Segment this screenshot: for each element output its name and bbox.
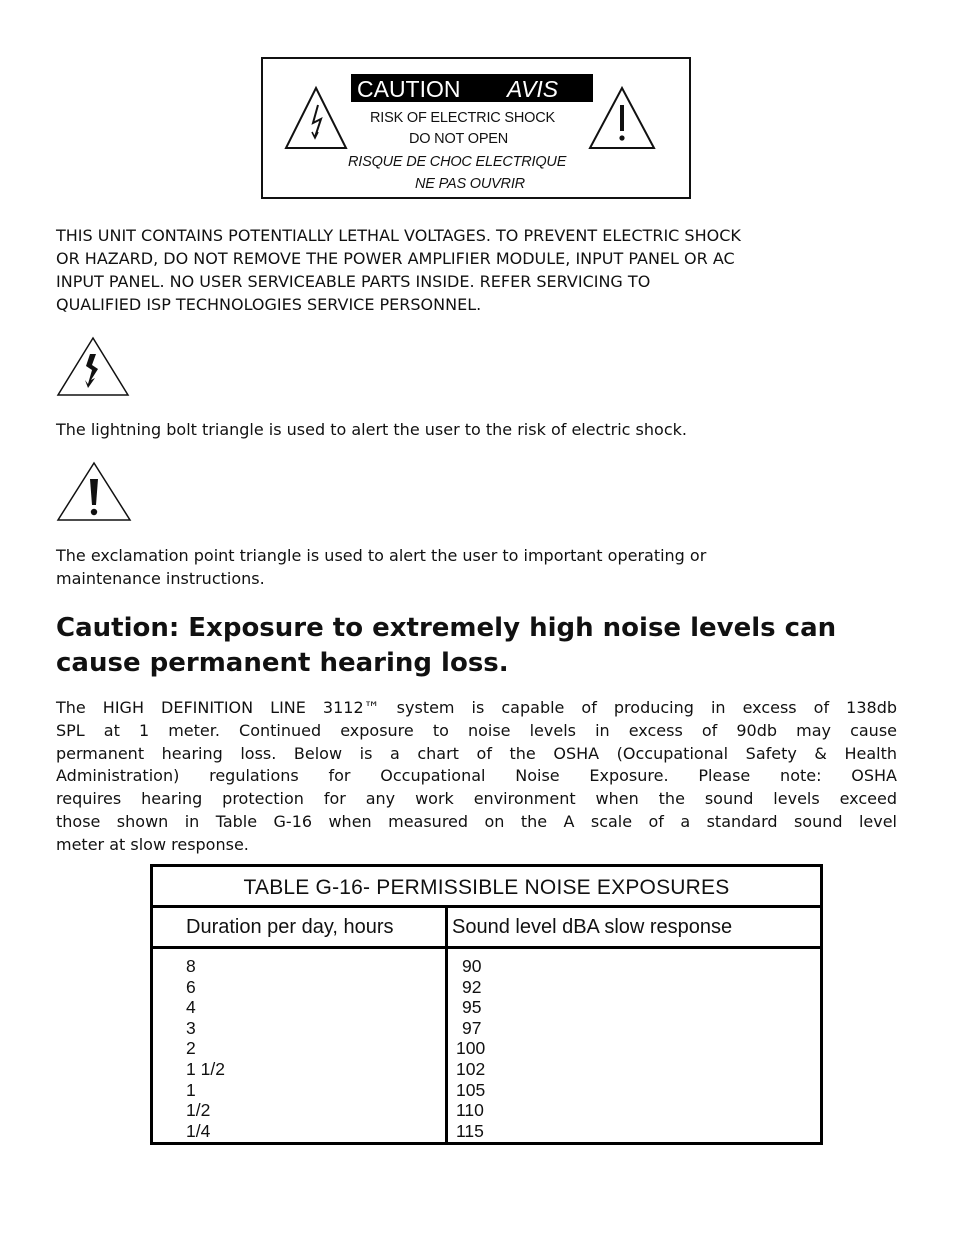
table-header-row [153,908,820,949]
exclamation-line: maintenance instructions. [56,569,265,588]
level-cell: 102 [456,1059,486,1079]
body-paragraph [56,697,897,857]
hearing-loss-heading [56,611,897,681]
level-cell: 100 [456,1038,486,1059]
level-cell: 115 [456,1120,484,1141]
exclamation-triangle-icon [55,461,133,523]
body-line: meter at slow response. [56,834,249,854]
column-header-sound-level: Sound level dBA slow response [452,916,733,938]
caution-line-risque: RISQUE DE CHOC ELECTRIQUE [348,154,567,170]
caution-line-do-not-open: DO NOT OPEN [409,131,509,147]
level-cell: 92 [462,976,482,997]
heading-line: Caution: Exposure to extremely high noise levels can [56,613,837,643]
table-title: TABLE G-16- PERMISSIBLE NOISE EXPOSURES [153,867,820,908]
warning-line: QUALIFIED ISP TECHNOLOGIES SERVICE PERSONNEL. [56,295,482,314]
body-line: The HIGH DEFINITION LINE 3112™ system is capable of producing in excess of 138db [56,698,897,717]
exclamation-description [56,544,897,590]
warning-line: OR HAZARD, DO NOT REMOVE THE POWER AMPLIFIER MODULE, INPUT PANEL OR AC [56,249,735,268]
column-header-duration: Duration per day, hours [186,916,394,938]
level-cell: 97 [462,1017,482,1038]
body-line: Administration) regulations for Occupational Noise Exposure. Please note: OSHA [56,766,897,786]
body-line: requires hearing protection for any work environment when the sound levels exceed [56,789,897,809]
level-cell: 110 [456,1100,484,1121]
warning-paragraph [56,224,897,316]
body-line: permanent hearing loss. Below is a chart of the OSHA (Occupational Safety & Health [56,743,897,763]
duration-cell: 4 [186,997,196,1018]
exclamation-line: The exclamation point triangle is used to alert the user to important operating or [56,546,707,565]
body-line: those shown in Table G-16 when measured on the A scale of a standard sound level [56,811,897,831]
warning-line: THIS UNIT CONTAINS POTENTIALLY LETHAL VOLTAGES. TO PREVENT ELECTRIC SHOCK [56,226,741,245]
caution-label [261,57,691,199]
warning-line: INPUT PANEL. NO USER SERVICEABLE PARTS INSIDE. REFER SERVICING TO [56,272,651,291]
caution-banner [351,74,593,102]
noise-exposure-table [150,864,823,1145]
body-line: SPL at 1 meter. Continued exposure to noise levels in excess of 90db may cause [56,720,897,740]
duration-cell: 1 [186,1079,196,1100]
duration-cell: 1/4 [186,1120,211,1141]
level-cell: 105 [456,1079,486,1100]
duration-cell: 1 1/2 [186,1059,225,1079]
duration-cell: 3 [186,1017,196,1038]
exclamation-triangle-icon [587,85,657,151]
caution-line-risk: RISK OF ELECTRIC SHOCK [370,110,555,126]
duration-cell: 2 [186,1038,196,1059]
lightning-triangle-icon [283,85,349,151]
level-cell: 95 [462,997,482,1018]
column-divider [445,908,448,1143]
duration-cell: 1/2 [186,1100,211,1121]
caution-banner-english: CAUTION [357,76,461,102]
heading-line: cause permanent hearing loss. [56,648,509,678]
caution-line-ne-pas-ouvrir: NE PAS OUVRIR [415,176,525,192]
duration-cell: 6 [186,976,196,997]
lightning-triangle-icon [55,336,131,398]
duration-cell: 8 [186,956,196,976]
level-cell: 90 [462,956,482,976]
lightning-description: The lightning bolt triangle is used to alert the user to the risk of electric shock. [56,420,687,439]
caution-banner-french: AVIS [507,76,559,102]
